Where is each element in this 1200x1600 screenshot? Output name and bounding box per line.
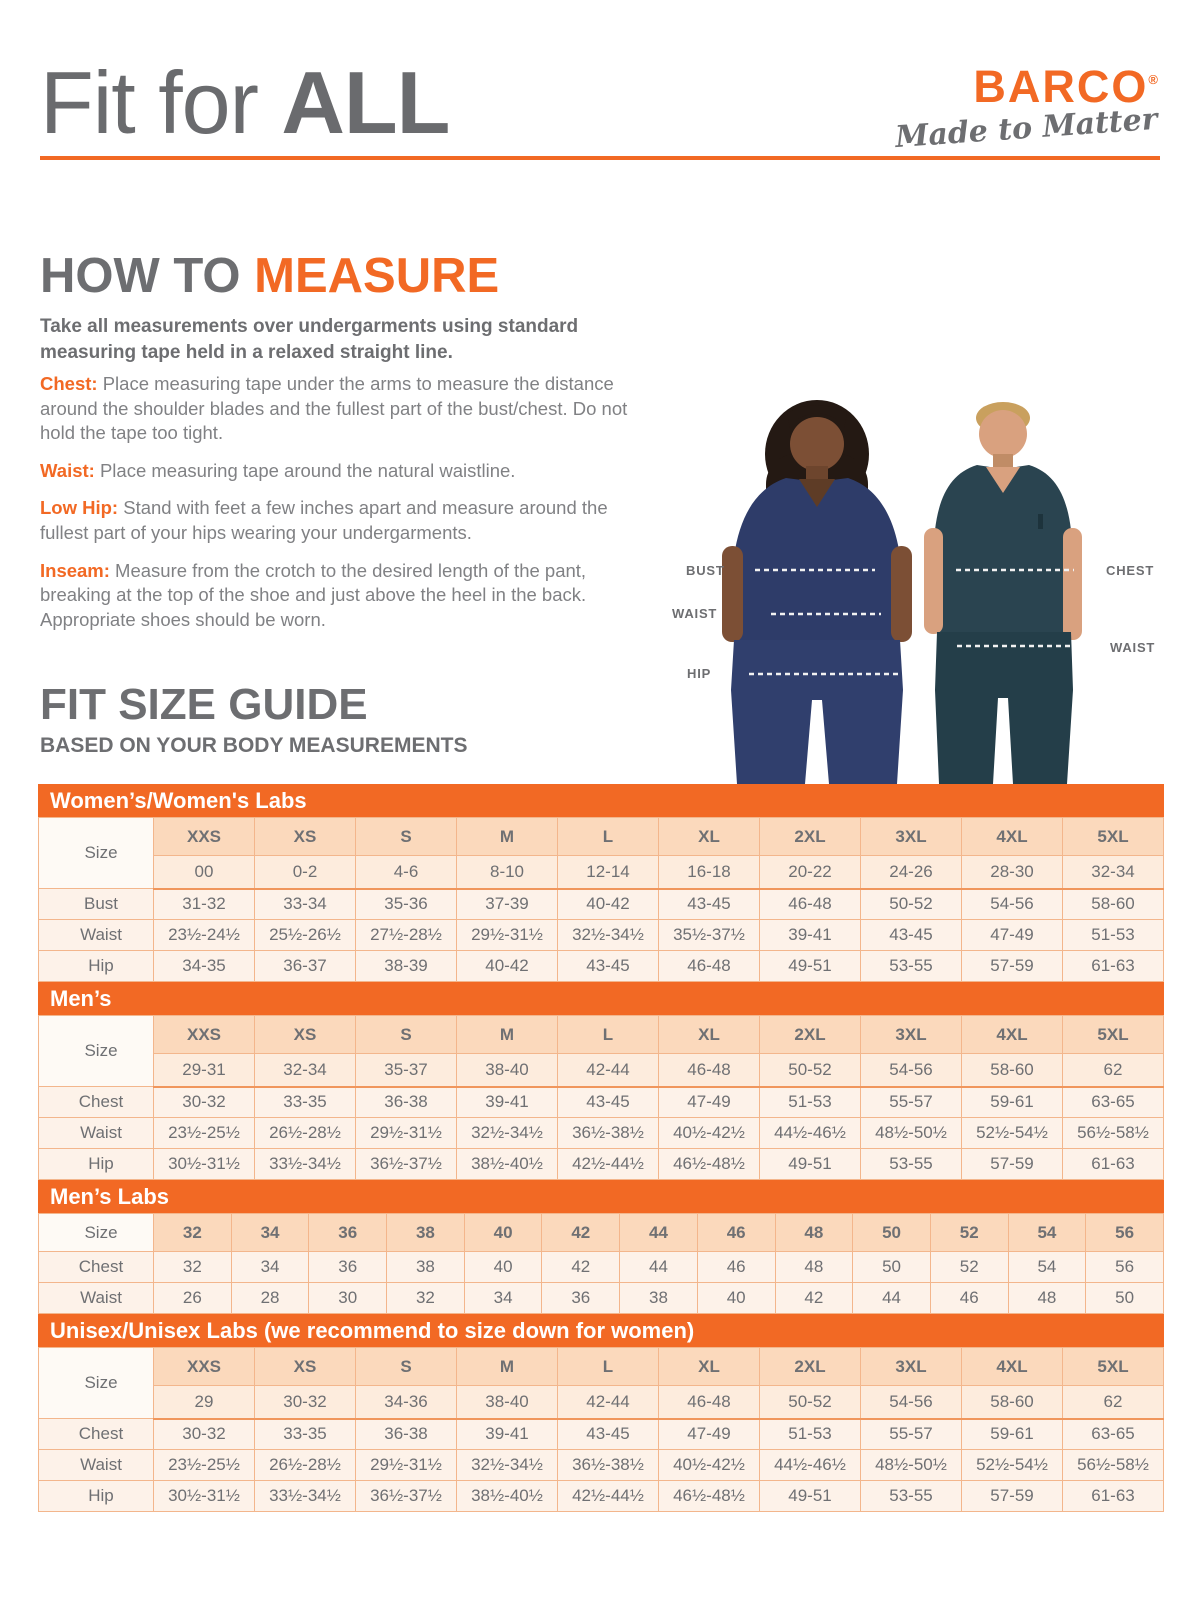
value-cell: 36: [309, 1252, 387, 1283]
column-header-cell: L: [558, 1348, 659, 1386]
value-cell: 34: [464, 1283, 542, 1314]
value-cell: 39-41: [457, 1087, 558, 1118]
value-cell: 28-30: [962, 856, 1063, 889]
column-header-cell: 5XL: [1063, 818, 1164, 856]
column-header-cell: 2XL: [760, 818, 861, 856]
value-cell: 48: [775, 1252, 853, 1283]
column-header-cell: 2XL: [760, 1348, 861, 1386]
value-cell: 59-61: [962, 1087, 1063, 1118]
measure-item-chest-label: Chest:: [40, 373, 98, 394]
table-row: [39, 1252, 1164, 1283]
value-cell: 23½-25½: [154, 1450, 255, 1481]
row-label-cell: Chest: [39, 1252, 154, 1283]
value-cell: 29: [154, 1386, 255, 1419]
value-cell: 37-39: [457, 889, 558, 920]
value-cell: 50-52: [760, 1386, 861, 1419]
value-cell: 61-63: [1063, 951, 1164, 982]
column-header-cell: S: [356, 818, 457, 856]
value-cell: 53-55: [861, 1481, 962, 1512]
measure-item-waist: [40, 459, 640, 484]
column-header-cell: 4XL: [962, 818, 1063, 856]
table-section-title: Unisex/Unisex Labs (we recommend to size down for women): [38, 1314, 1164, 1347]
measure-item-chest: [40, 372, 640, 446]
page-title-regular: Fit for: [40, 53, 282, 152]
value-cell: 29-31: [154, 1054, 255, 1087]
value-cell: 54-56: [962, 889, 1063, 920]
table-header-row: [39, 1214, 1164, 1252]
value-cell: 44½-46½: [760, 1450, 861, 1481]
value-cell: 49-51: [760, 1149, 861, 1180]
value-cell: 52½-54½: [962, 1450, 1063, 1481]
table-header-row: [39, 1016, 1164, 1054]
value-cell: 30-32: [154, 1419, 255, 1450]
value-cell: 35½-37½: [659, 920, 760, 951]
column-header-cell: XL: [659, 1016, 760, 1054]
value-cell: 56½-58½: [1063, 1450, 1164, 1481]
value-cell: 0-2: [255, 856, 356, 889]
value-cell: 30½-31½: [154, 1481, 255, 1512]
value-cell: 4-6: [356, 856, 457, 889]
value-cell: 32½-34½: [558, 920, 659, 951]
table-row: [39, 1087, 1164, 1118]
value-cell: 40: [697, 1283, 775, 1314]
value-cell: 38-40: [457, 1386, 558, 1419]
column-header-cell: 4XL: [962, 1016, 1063, 1054]
column-header-cell: S: [356, 1016, 457, 1054]
row-label-cell: Waist: [39, 1450, 154, 1481]
value-cell: 23½-25½: [154, 1118, 255, 1149]
row-label-cell: Hip: [39, 951, 154, 982]
value-cell: 38-39: [356, 951, 457, 982]
value-cell: 53-55: [861, 1149, 962, 1180]
value-cell: 50-52: [760, 1054, 861, 1087]
measure-item-chest-text: Place measuring tape under the arms to measure the distance around the shoulder blades and the fullest part of the bust/chest. Do not hold the tape too tight.: [40, 373, 628, 444]
column-header-cell: 32: [154, 1214, 232, 1252]
brand-tagline: Made to Matter: [894, 101, 1159, 156]
column-header-cell: 46: [697, 1214, 775, 1252]
value-cell: 44: [853, 1283, 931, 1314]
value-cell: 54-56: [861, 1054, 962, 1087]
value-cell: 58-60: [1063, 889, 1164, 920]
value-cell: 43-45: [861, 920, 962, 951]
value-cell: 33½-34½: [255, 1149, 356, 1180]
row-label-cell: Waist: [39, 1283, 154, 1314]
row-label-cell: Hip: [39, 1481, 154, 1512]
column-header-cell: 5XL: [1063, 1348, 1164, 1386]
row-label-cell: Waist: [39, 1118, 154, 1149]
value-cell: 38: [387, 1252, 465, 1283]
value-cell: 30½-31½: [154, 1149, 255, 1180]
row-label-cell: Hip: [39, 1149, 154, 1180]
value-cell: 26: [154, 1283, 232, 1314]
fit-size-guide-subtitle: BASED ON YOUR BODY MEASUREMENTS: [40, 734, 468, 757]
value-cell: 20-22: [760, 856, 861, 889]
value-cell: 38½-40½: [457, 1481, 558, 1512]
waist-label-left: WAIST: [672, 606, 718, 621]
size-table: [38, 1015, 1164, 1180]
value-cell: 51-53: [760, 1419, 861, 1450]
column-header-cell: XS: [255, 818, 356, 856]
column-header-cell: M: [457, 818, 558, 856]
column-header-cell: 44: [620, 1214, 698, 1252]
value-cell: 63-65: [1063, 1087, 1164, 1118]
value-cell: 57-59: [962, 1481, 1063, 1512]
value-cell: 55-57: [861, 1419, 962, 1450]
value-cell: 48½-50½: [861, 1118, 962, 1149]
column-header-cell: M: [457, 1348, 558, 1386]
value-cell: 59-61: [962, 1419, 1063, 1450]
value-cell: 44: [620, 1252, 698, 1283]
measure-item-waist-text: Place measuring tape around the natural waistline.: [94, 459, 516, 481]
value-cell: 49-51: [760, 951, 861, 982]
value-cell: 49-51: [760, 1481, 861, 1512]
value-cell: 52: [930, 1252, 1008, 1283]
models-illustration: [650, 388, 1165, 784]
woman-figure: [722, 400, 912, 784]
value-cell: 42-44: [558, 1386, 659, 1419]
value-cell: 32: [154, 1252, 232, 1283]
value-cell: 48½-50½: [861, 1450, 962, 1481]
value-cell: 57-59: [962, 951, 1063, 982]
value-cell: 46-48: [760, 889, 861, 920]
table-row: [39, 1283, 1164, 1314]
column-header-cell: 56: [1086, 1214, 1164, 1252]
value-cell: 42½-44½: [558, 1149, 659, 1180]
value-cell: 58-60: [962, 1386, 1063, 1419]
value-cell: 32½-34½: [457, 1450, 558, 1481]
value-cell: 35-36: [356, 889, 457, 920]
value-cell: 43-45: [558, 951, 659, 982]
size-table: [38, 817, 1164, 982]
value-cell: 23½-24½: [154, 920, 255, 951]
table-header-row: [39, 818, 1164, 856]
value-cell: 35-37: [356, 1054, 457, 1087]
brand-name: [895, 61, 1158, 112]
registered-mark: ®: [1148, 72, 1158, 87]
value-cell: 46: [930, 1283, 1008, 1314]
value-cell: 43-45: [558, 1419, 659, 1450]
value-cell: 47-49: [659, 1087, 760, 1118]
value-cell: 47-49: [962, 920, 1063, 951]
value-cell: 46-48: [659, 1054, 760, 1087]
value-cell: 62: [1063, 1054, 1164, 1087]
size-table: [38, 1213, 1164, 1314]
column-header-cell: 3XL: [861, 1348, 962, 1386]
table-row: [39, 1419, 1164, 1450]
measure-item-low-hip-label: Low Hip:: [40, 497, 119, 519]
value-cell: 33-34: [255, 889, 356, 920]
table-row: [39, 951, 1164, 982]
column-header-cell: M: [457, 1016, 558, 1054]
value-cell: 32½-34½: [457, 1118, 558, 1149]
value-cell: 63-65: [1063, 1419, 1164, 1450]
value-cell: 46½-48½: [659, 1481, 760, 1512]
brand-logo: [894, 61, 1159, 156]
value-cell: 47-49: [659, 1419, 760, 1450]
chest-label: CHEST: [1106, 563, 1155, 578]
size-header-cell: Size: [39, 818, 154, 889]
value-cell: 44½-46½: [760, 1118, 861, 1149]
value-cell: 55-57: [861, 1087, 962, 1118]
table-section-title: Women’s/Women's Labs: [38, 784, 1164, 817]
value-cell: 56½-58½: [1063, 1118, 1164, 1149]
table-row: [39, 1481, 1164, 1512]
measure-item-inseam: [40, 559, 640, 633]
value-cell: 36-38: [356, 1419, 457, 1450]
column-header-cell: XXS: [154, 1016, 255, 1054]
how-to-measure-title-gray: HOW TO: [40, 249, 255, 303]
table-row: [39, 920, 1164, 951]
value-cell: 46: [697, 1252, 775, 1283]
value-cell: 53-55: [861, 951, 962, 982]
column-header-cell: XXS: [154, 818, 255, 856]
value-cell: 42: [542, 1252, 620, 1283]
value-cell: 00: [154, 856, 255, 889]
value-cell: 30-32: [154, 1087, 255, 1118]
value-cell: 26½-28½: [255, 1450, 356, 1481]
value-cell: 40½-42½: [659, 1118, 760, 1149]
value-cell: 61-63: [1063, 1481, 1164, 1512]
column-header-cell: 52: [930, 1214, 1008, 1252]
value-cell: 38-40: [457, 1054, 558, 1087]
value-cell: 39-41: [760, 920, 861, 951]
table-row: [39, 889, 1164, 920]
column-header-cell: 40: [464, 1214, 542, 1252]
value-cell: 50: [1086, 1283, 1164, 1314]
value-cell: 36½-37½: [356, 1481, 457, 1512]
value-cell: 28: [231, 1283, 309, 1314]
table-row: [39, 1054, 1164, 1087]
value-cell: 25½-26½: [255, 920, 356, 951]
column-header-cell: L: [558, 818, 659, 856]
value-cell: 58-60: [962, 1054, 1063, 1087]
value-cell: 12-14: [558, 856, 659, 889]
value-cell: 36½-38½: [558, 1118, 659, 1149]
column-header-cell: 5XL: [1063, 1016, 1164, 1054]
column-header-cell: 3XL: [861, 1016, 962, 1054]
value-cell: 36: [542, 1283, 620, 1314]
column-header-cell: XS: [255, 1348, 356, 1386]
value-cell: 51-53: [1063, 920, 1164, 951]
size-header-cell: Size: [39, 1348, 154, 1419]
value-cell: 42½-44½: [558, 1481, 659, 1512]
value-cell: 57-59: [962, 1149, 1063, 1180]
measurement-models-photo: [650, 388, 1165, 784]
tables: [38, 784, 1164, 1512]
value-cell: 39-41: [457, 1419, 558, 1450]
value-cell: 24-26: [861, 856, 962, 889]
table-row: [39, 1450, 1164, 1481]
value-cell: 43-45: [659, 889, 760, 920]
table-header-row: [39, 1348, 1164, 1386]
size-header-cell: Size: [39, 1016, 154, 1087]
hip-label: HIP: [687, 666, 712, 681]
column-header-cell: 42: [542, 1214, 620, 1252]
value-cell: 46-48: [659, 951, 760, 982]
value-cell: 62: [1063, 1386, 1164, 1419]
column-header-cell: XL: [659, 1348, 760, 1386]
value-cell: 48: [1008, 1283, 1086, 1314]
page-title: [40, 52, 449, 154]
value-cell: 54: [1008, 1252, 1086, 1283]
column-header-cell: S: [356, 1348, 457, 1386]
table-row: [39, 1386, 1164, 1419]
measure-item-inseam-text: Measure from the crotch to the desired length of the pant, breaking at the top of the shoe and just above the heel in the back. Appropriate shoes should be worn.: [40, 559, 587, 630]
value-cell: 38: [620, 1283, 698, 1314]
how-to-measure-title: [40, 248, 499, 304]
size-header-cell: Size: [39, 1214, 154, 1252]
value-cell: 54-56: [861, 1386, 962, 1419]
column-header-cell: L: [558, 1016, 659, 1054]
row-label-cell: Chest: [39, 1419, 154, 1450]
value-cell: 30: [309, 1283, 387, 1314]
brand-wordmark: BARCO: [973, 61, 1149, 112]
value-cell: 33-35: [255, 1087, 356, 1118]
value-cell: 16-18: [659, 856, 760, 889]
table-section-title: Men’s Labs: [38, 1180, 1164, 1213]
row-label-cell: Waist: [39, 920, 154, 951]
measure-item-inseam-label: Inseam:: [40, 559, 110, 581]
fit-size-guide-title: FIT SIZE GUIDE: [40, 680, 368, 729]
size-table: [38, 1347, 1164, 1512]
value-cell: 50: [853, 1252, 931, 1283]
value-cell: 52½-54½: [962, 1118, 1063, 1149]
value-cell: 29½-31½: [356, 1450, 457, 1481]
man-figure: [924, 402, 1082, 784]
value-cell: 36½-37½: [356, 1149, 457, 1180]
column-header-cell: 50: [853, 1214, 931, 1252]
value-cell: 30-32: [255, 1386, 356, 1419]
value-cell: 38½-40½: [457, 1149, 558, 1180]
column-header-cell: 38: [387, 1214, 465, 1252]
column-header-cell: XL: [659, 818, 760, 856]
value-cell: 40½-42½: [659, 1450, 760, 1481]
measure-item-low-hip: [40, 496, 640, 545]
value-cell: 40-42: [457, 951, 558, 982]
table-section-title: Men’s: [38, 982, 1164, 1015]
value-cell: 27½-28½: [356, 920, 457, 951]
value-cell: 32-34: [1063, 856, 1164, 889]
value-cell: 29½-31½: [457, 920, 558, 951]
value-cell: 36-37: [255, 951, 356, 982]
column-header-cell: 34: [231, 1214, 309, 1252]
value-cell: 51-53: [760, 1087, 861, 1118]
table-row: [39, 856, 1164, 889]
table-row: [39, 1149, 1164, 1180]
measure-item-waist-label: Waist:: [40, 459, 95, 481]
value-cell: 32-34: [255, 1054, 356, 1087]
value-cell: 50-52: [861, 889, 962, 920]
value-cell: 34: [231, 1252, 309, 1283]
value-cell: 34-35: [154, 951, 255, 982]
value-cell: 26½-28½: [255, 1118, 356, 1149]
value-cell: 32: [387, 1283, 465, 1314]
value-cell: 46-48: [659, 1386, 760, 1419]
page-title-bold: ALL: [281, 53, 450, 152]
value-cell: 33-35: [255, 1419, 356, 1450]
value-cell: 61-63: [1063, 1149, 1164, 1180]
bust-label: BUST: [686, 563, 725, 578]
table-row: [39, 1118, 1164, 1149]
value-cell: 36-38: [356, 1087, 457, 1118]
column-header-cell: 4XL: [962, 1348, 1063, 1386]
value-cell: 40-42: [558, 889, 659, 920]
row-label-cell: Chest: [39, 1087, 154, 1118]
value-cell: 8-10: [457, 856, 558, 889]
row-label-cell: Bust: [39, 889, 154, 920]
column-header-cell: 54: [1008, 1214, 1086, 1252]
value-cell: 46½-48½: [659, 1149, 760, 1180]
measure-instructions: [40, 372, 640, 645]
header-divider: [40, 156, 1160, 160]
column-header-cell: XS: [255, 1016, 356, 1054]
value-cell: 43-45: [558, 1087, 659, 1118]
value-cell: 33½-34½: [255, 1481, 356, 1512]
column-header-cell: XXS: [154, 1348, 255, 1386]
column-header-cell: 3XL: [861, 818, 962, 856]
value-cell: 36½-38½: [558, 1450, 659, 1481]
value-cell: 40: [464, 1252, 542, 1283]
value-cell: 56: [1086, 1252, 1164, 1283]
value-cell: 34-36: [356, 1386, 457, 1419]
waist-label-right: WAIST: [1110, 640, 1156, 655]
value-cell: 42-44: [558, 1054, 659, 1087]
value-cell: 31-32: [154, 889, 255, 920]
measure-item-low-hip-text: Stand with feet a few inches apart and measure around the fullest part of your hips wearing your undergarments.: [40, 497, 608, 543]
how-to-measure-title-orange: MEASURE: [254, 249, 500, 303]
column-header-cell: 48: [775, 1214, 853, 1252]
column-header-cell: 2XL: [760, 1016, 861, 1054]
value-cell: 29½-31½: [356, 1118, 457, 1149]
column-header-cell: 36: [309, 1214, 387, 1252]
value-cell: 42: [775, 1283, 853, 1314]
measure-intro: Take all measurements over undergarments using standard measuring tape held in a relaxed straight line.: [40, 316, 579, 363]
